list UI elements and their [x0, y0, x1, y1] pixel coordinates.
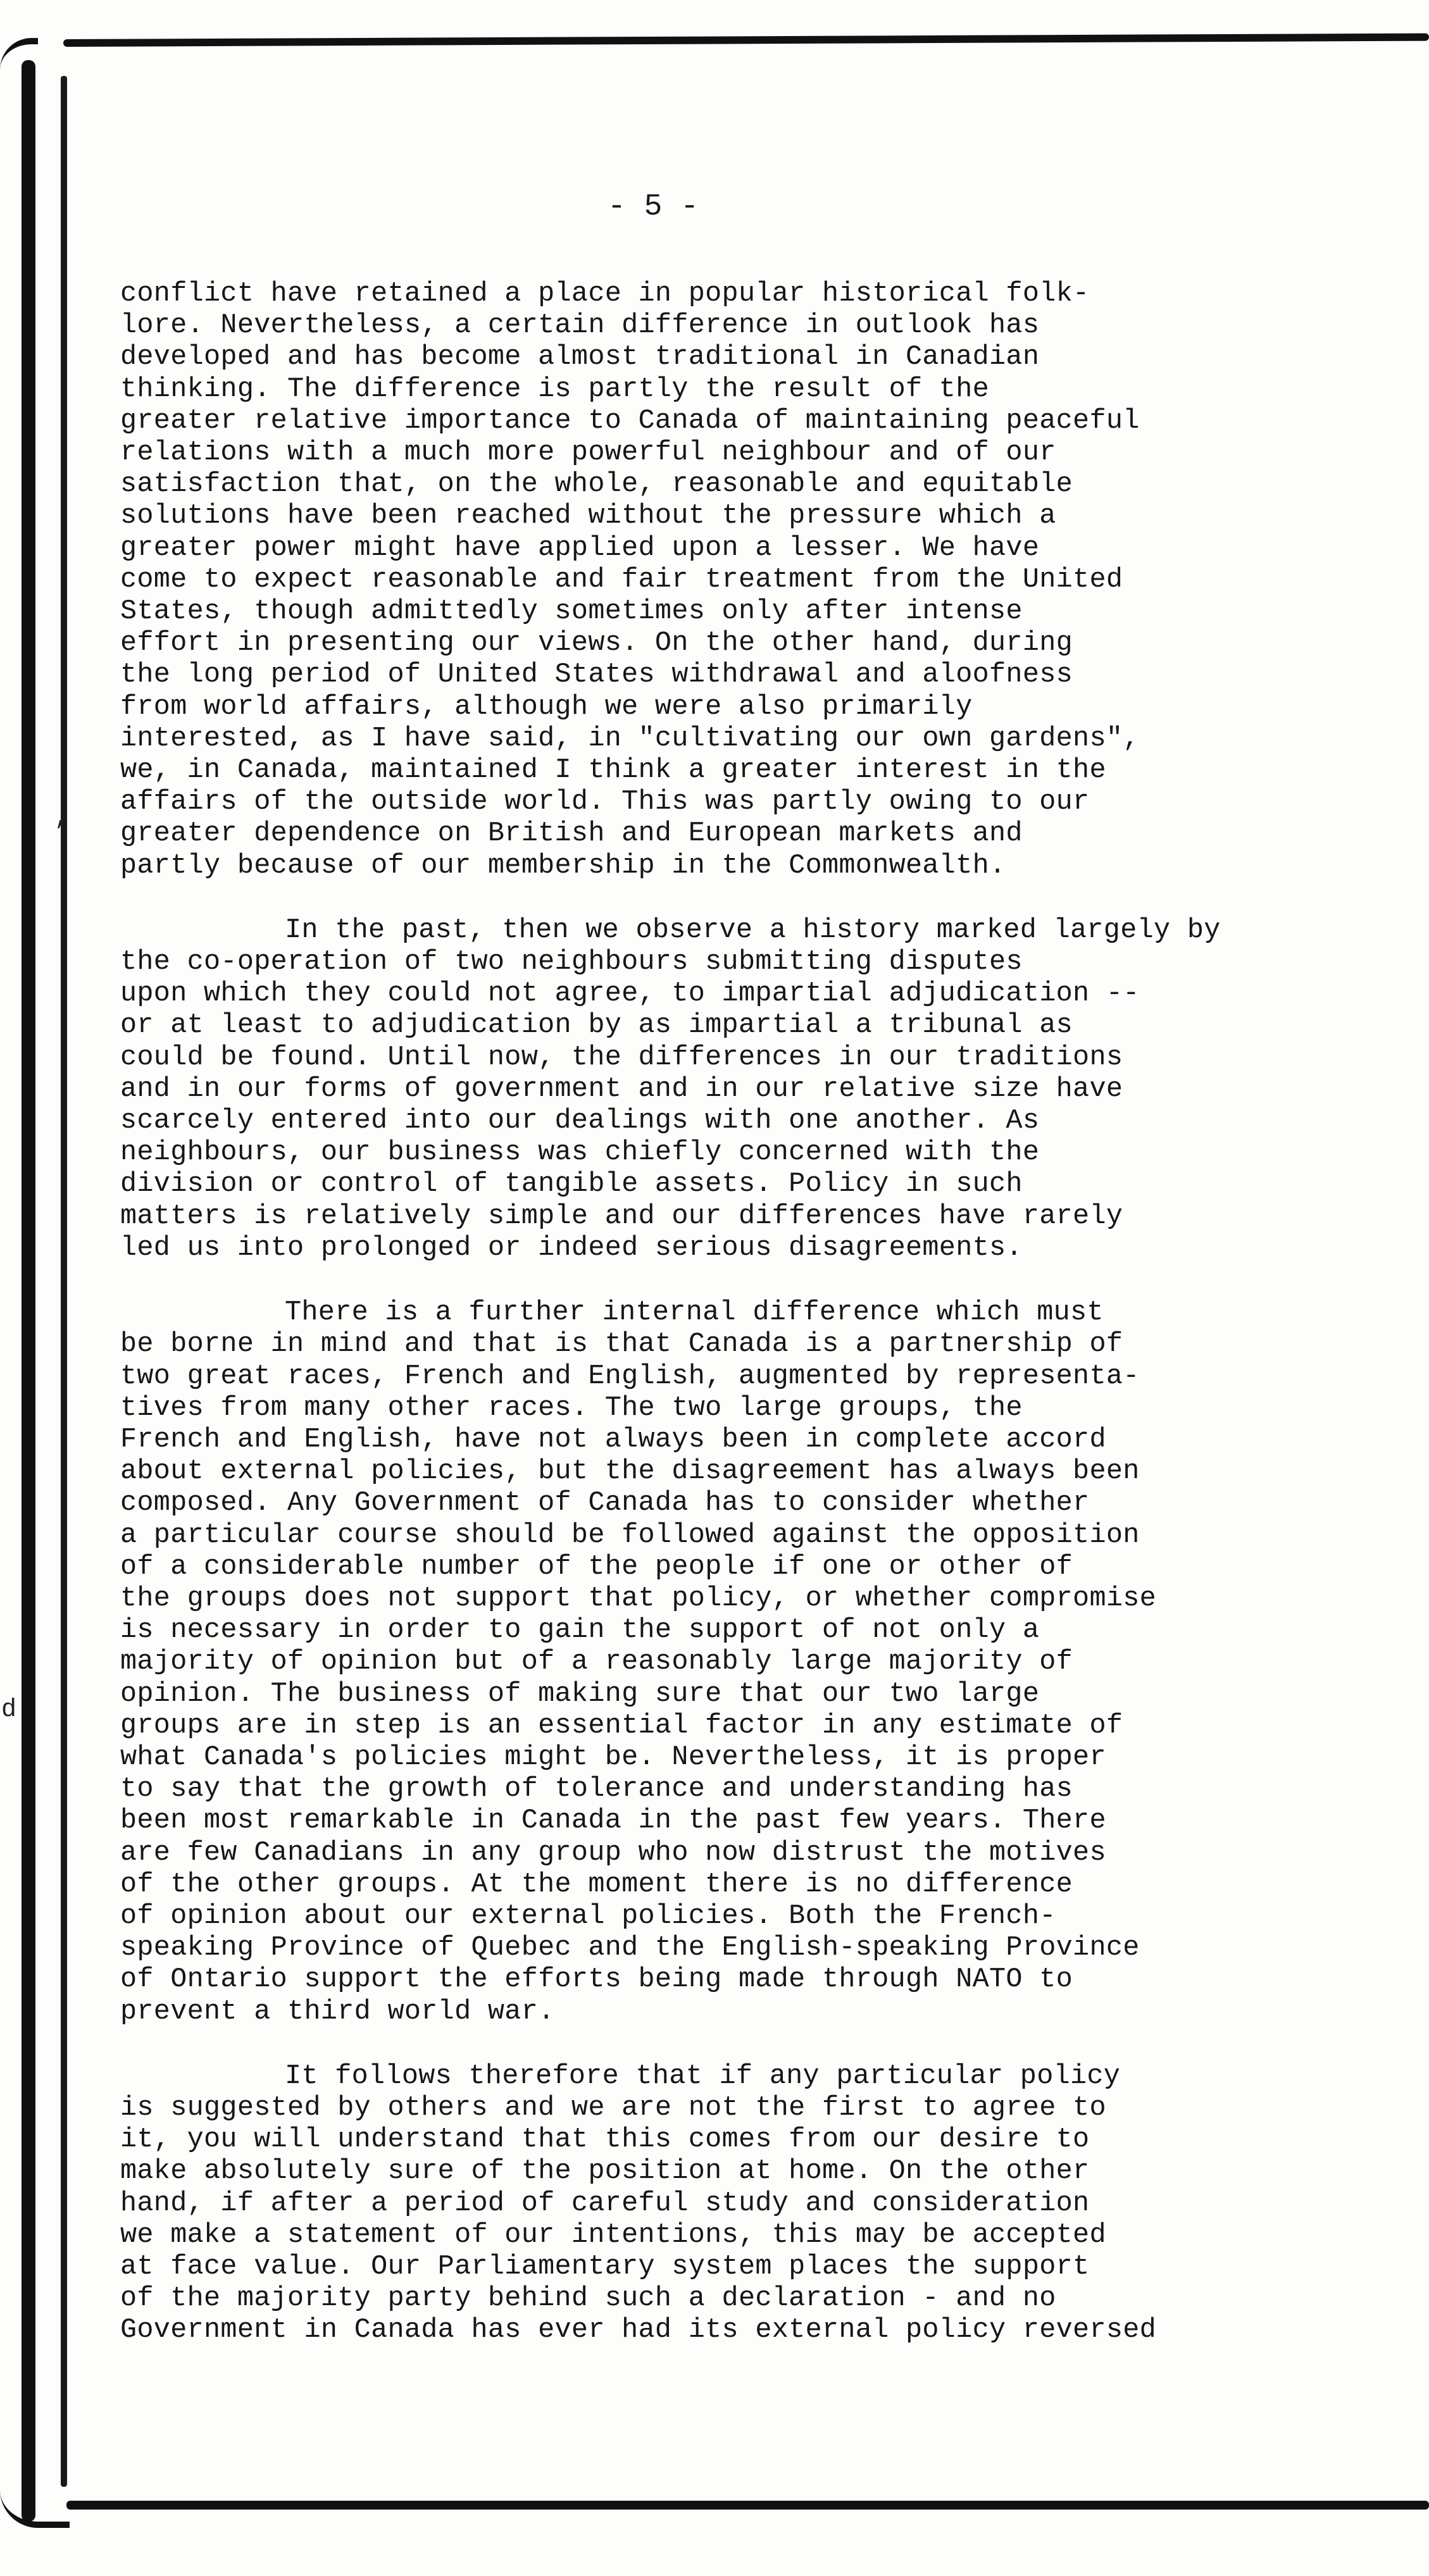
margin-mark: d — [1, 1696, 17, 1724]
text-line: a particular course should be followed against the opposition — [120, 1519, 1140, 1551]
text-line: division or control of tangible assets. Policy in such — [120, 1169, 1023, 1200]
text-line: what Canada's policies might be. Nevertheless, it is proper — [120, 1741, 1106, 1773]
text-line: solutions have been reached without the pressure which a — [120, 501, 1056, 532]
text-line: of the majority party behind such a declaration - and no — [120, 2283, 1056, 2315]
text-line: and in our forms of government and in our relative size have — [120, 1073, 1123, 1105]
frame-left-border — [22, 60, 35, 2522]
text-line: is suggested by others and we are not the first to agree to — [120, 2092, 1106, 2124]
text-line: tives from many other races. The two large groups, the — [120, 1392, 1023, 1424]
text-line: the long period of United States withdrawal and aloofness — [120, 659, 1073, 691]
text-line: or at least to adjudication by as impartial a tribunal as — [120, 1010, 1073, 1042]
text-line: It follows therefore that if any particular policy — [285, 2060, 1121, 2092]
text-line: is necessary in order to gain the support of not only a — [120, 1615, 1040, 1646]
text-line: two great races, French and English, augmented by representa- — [120, 1360, 1140, 1392]
margin-mark: , — [54, 804, 70, 832]
text-line: it, you will understand that this comes from our desire to — [120, 2124, 1090, 2156]
text-line: satisfaction that, on the whole, reasonable and equitable — [120, 469, 1073, 501]
text-line: greater dependence on British and European markets and — [120, 818, 1023, 850]
text-line: interested, as I have said, in "cultivating our own gardens", — [120, 723, 1140, 754]
text-line: the groups does not support that policy, or whether compromise — [120, 1583, 1157, 1614]
text-line: to say that the growth of tolerance and understanding has — [120, 1774, 1073, 1805]
text-line: groups are in step is an essential factor in any estimate of — [120, 1710, 1123, 1741]
text-line: relations with a much more powerful neighbour and of our — [120, 437, 1056, 469]
paragraph — [120, 278, 1323, 882]
frame-corner-bottom — [0, 2490, 70, 2528]
text-line: upon which they could not agree, to impartial adjudication -- — [120, 978, 1140, 1010]
text-line: be borne in mind and that is that Canada is a partnership of — [120, 1329, 1123, 1360]
text-line: developed and has become almost traditional in Canadian — [120, 342, 1040, 373]
text-line: matters is relatively simple and our differences have rarely — [120, 1200, 1123, 1232]
text-line: of Ontario support the efforts being made through NATO to — [120, 1964, 1073, 1996]
paragraph — [120, 915, 1323, 1264]
text-line: been most remarkable in Canada in the past few years. There — [120, 1805, 1106, 1837]
text-line: French and English, have not always been in complete accord — [120, 1424, 1106, 1455]
text-line: majority of opinion but of a reasonably large majority of — [120, 1646, 1073, 1678]
text-line: speaking Province of Quebec and the English-speaking Province — [120, 1932, 1140, 1964]
text-line: we, in Canada, maintained I think a greater interest in the — [120, 755, 1106, 787]
text-line: make absolutely sure of the position at home. On the other — [120, 2156, 1090, 2187]
text-line: There is a further internal difference which must — [285, 1297, 1104, 1329]
text-line: conflict have retained a place in popular historical folk- — [120, 278, 1090, 309]
text-line: affairs of the outside world. This was partly owing to our — [120, 787, 1090, 818]
text-line: prevent a third world war. — [120, 1996, 555, 2027]
text-line: are few Canadians in any group who now distrust the motives — [120, 1837, 1106, 1869]
text-line: led us into prolonged or indeed serious disagreements. — [120, 1232, 1023, 1264]
page-number: - 5 - — [608, 190, 699, 224]
text-line: neighbours, our business was chiefly concerned with the — [120, 1137, 1040, 1169]
text-line: partly because of our membership in the Commonwealth. — [120, 850, 1006, 881]
text-line: about external policies, but the disagreement has always been — [120, 1456, 1140, 1488]
text-line: at face value. Our Parliamentary system places the support — [120, 2251, 1090, 2282]
frame-top-border — [63, 34, 1429, 47]
text-line: effort in presenting our views. On the other hand, during — [120, 628, 1073, 659]
text-line: could be found. Until now, the differences in our traditions — [120, 1042, 1123, 1073]
text-line: of the other groups. At the moment there is no difference — [120, 1869, 1073, 1900]
text-line: greater power might have applied upon a lesser. We have — [120, 532, 1040, 564]
text-line: we make a statement of our intentions, this may be accepted — [120, 2219, 1106, 2251]
text-line: the co-operation of two neighbours submitting disputes — [120, 947, 1023, 978]
text-line: lore. Nevertheless, a certain difference in outlook has — [120, 310, 1040, 342]
frame-left-inner-border — [61, 76, 67, 2487]
text-line: scarcely entered into our dealings with one another. As — [120, 1105, 1040, 1137]
text-line: Government in Canada has ever had its external policy reversed — [120, 2315, 1157, 2346]
paragraph — [120, 2061, 1323, 2347]
text-line: of opinion about our external policies. Both the French- — [120, 1900, 1056, 1932]
paragraph — [120, 1297, 1323, 2028]
text-line: States, though admittedly sometimes only after intense — [120, 596, 1023, 628]
text-line: thinking. The difference is partly the result of the — [120, 373, 990, 405]
text-line: from world affairs, although we were also primarily — [120, 691, 973, 723]
text-line: of a considerable number of the people if one or other of — [120, 1551, 1073, 1583]
text-line: opinion. The business of making sure that our two large — [120, 1678, 1040, 1710]
frame-bottom-border — [66, 2501, 1429, 2510]
text-line: greater relative importance to Canada of maintaining peaceful — [120, 405, 1140, 437]
text-line: composed. Any Government of Canada has to consider whether — [120, 1488, 1090, 1519]
text-line: In the past, then we observe a history marked largely by — [285, 914, 1221, 946]
text-line: come to expect reasonable and fair treatment from the United — [120, 564, 1123, 595]
body-text — [120, 278, 1323, 2380]
text-line: hand, if after a period of careful study and consideration — [120, 2187, 1090, 2219]
